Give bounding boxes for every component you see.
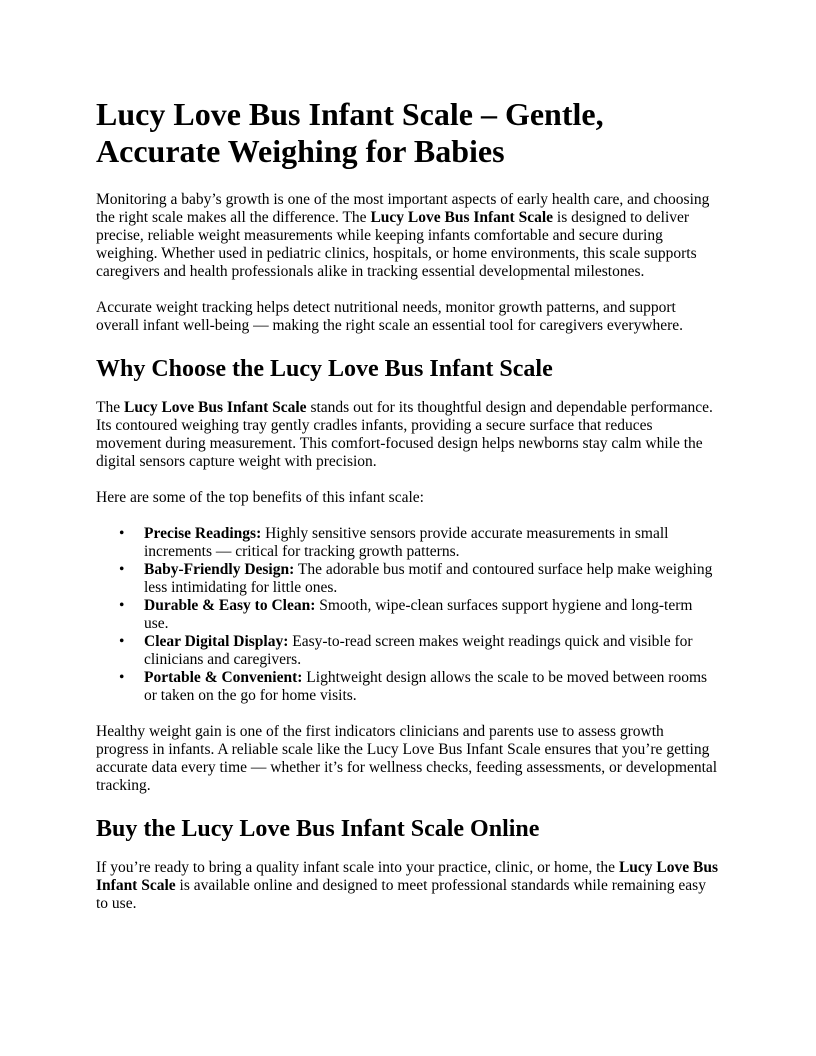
intro-p1-text-end: is designed to deliver precise, reliable weight measurements while keeping infants comfortable and secure during weighing. Whether used in pediatric clinics, hospitals, or home environments, this scale supports caregivers and health professionals alike in tracking essential developmental milestones. (96, 209, 697, 280)
buy-heading: Buy the Lucy Love Bus Infant Scale Online (96, 816, 540, 842)
benefit-text: Lightweight design allows the scale to be moved between rooms or taken on the go for home visits. (144, 669, 708, 704)
benefit-label: Clear Digital Display: (144, 633, 289, 650)
why-p1-product-name: Lucy Love Bus Infant Scale (123, 399, 307, 416)
why-paragraph-1 (96, 399, 720, 471)
buy-p1-product-name: Lucy Love Bus Infant Scale (96, 859, 718, 894)
intro-paragraph-2: Accurate weight tracking helps detect nutritional needs, monitor growth patterns, and support overall infant well-being — making the right scale an essential tool for caregivers everywhere. (96, 299, 684, 334)
buy-p1-text-start: If you’re ready to bring a quality infant scale into your practice, clinic, or home, the (96, 859, 619, 876)
bullet-icon: • (119, 669, 125, 686)
why-p1-text-end: stands out for its thoughtful design and dependable performance. Its contoured weighing tray gently cradles infants, providing a secure surface that reduces movement during measurement. This comfort-focused design helps newborns stay calm while the digital sensors capture weight with precision. (96, 399, 713, 470)
benefit-item (119, 633, 720, 669)
benefit-item (119, 597, 720, 633)
benefit-item (119, 561, 720, 597)
document-title: Lucy Love Bus Infant Scale – Gentle, Accurate Weighing for Babies (96, 96, 604, 169)
bullet-icon: • (119, 525, 125, 542)
intro-paragraph-1 (96, 191, 720, 281)
benefit-label: Precise Readings: (144, 525, 262, 542)
benefit-label: Baby-Friendly Design: (144, 561, 295, 578)
document-page (96, 96, 720, 931)
bullet-icon: • (119, 633, 125, 650)
benefit-text: Easy-to-read screen makes weight readings quick and visible for clinicians and caregivers. (144, 633, 693, 668)
benefit-text: Smooth, wipe-clean surfaces support hygiene and long-term use. (144, 597, 693, 632)
intro-p1-product-name: Lucy Love Bus Infant Scale (370, 209, 554, 226)
benefit-text: The adorable bus motif and contoured surface help make weighing less intimidating for little ones. (144, 561, 713, 596)
why-paragraph-3: Healthy weight gain is one of the first indicators clinicians and parents use to assess growth progress in infants. A reliable scale like the Lucy Love Bus Infant Scale ensures that you’re getting accurate data every time — whether it’s for wellness checks, feeding assessments, or developmental tracking. (96, 723, 718, 794)
buy-paragraph-1 (96, 859, 720, 913)
buy-p1-text-end: is available online and designed to meet professional standards while remaining easy to use. (96, 877, 706, 912)
why-paragraph-2: Here are some of the top benefits of this infant scale: (96, 489, 424, 506)
why-heading: Why Choose the Lucy Love Bus Infant Scale (96, 356, 553, 382)
why-p1-text-start: The (96, 399, 124, 416)
bullet-icon: • (119, 597, 125, 614)
intro-p1-text-start: Monitoring a baby’s growth is one of the most important aspects of early health care, and choosing the right scale makes all the difference. The (96, 191, 710, 226)
benefit-label: Portable & Convenient: (144, 669, 303, 686)
benefit-item (119, 525, 720, 561)
benefit-label: Durable & Easy to Clean: (144, 597, 316, 614)
benefit-item (119, 669, 720, 705)
bullet-icon: • (119, 561, 125, 578)
benefits-list (96, 525, 720, 705)
benefit-text: Highly sensitive sensors provide accurate measurements in small increments — critical for tracking growth patterns. (144, 525, 669, 560)
